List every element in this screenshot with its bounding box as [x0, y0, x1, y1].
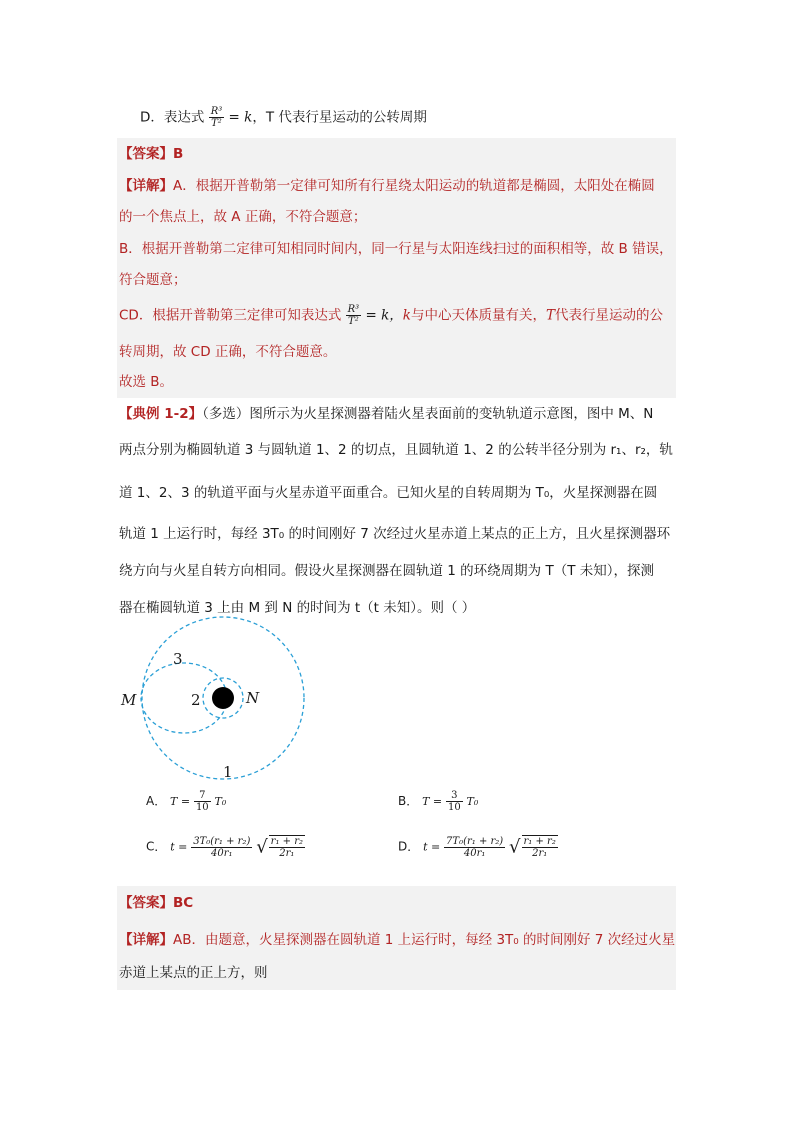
detail-1-line-5: CD．根据开普勒第三定律可知表达式 $\frac{\text{R³}}{\text{T²}}$ = k，k与中心天体质量有关，T代表行星运动的公 [119, 304, 663, 327]
detail-1-line-4: 符合题意； [119, 272, 187, 288]
detail-2-line-2: 赤道上某点的正上方，则 [119, 965, 268, 981]
mars-planet [212, 687, 234, 709]
detail-1-line-2: 的一个焦点上，故 A 正确，不符合题意； [119, 209, 367, 225]
label-2: 2 [191, 691, 201, 709]
example-line-1: 【典例 1-2】（多选）图所示为火星探测器着陆火星表面前的变轨轨道示意图，图中 M、N [119, 406, 654, 422]
example-line-2: 两点分别为椭圆轨道 3 与圆轨道 1、2 的切点，且圆轨道 1、2 的公转半径分别为 r₁、r₂，轨 [119, 442, 673, 458]
label-N: N [246, 689, 260, 707]
option-d-label: D．表达式 [140, 109, 205, 126]
label-1: 1 [223, 763, 233, 781]
label-3: 3 [173, 650, 183, 668]
example-line-6: 器在椭圆轨道 3 上由 M 到 N 的时间为 t（t 未知）。则（ ） [119, 600, 476, 616]
example-line-3: 道 1、2、3 的轨道平面与火星赤道平面重合。已知火星的自转周期为 T₀，火星探测器在圆 [119, 485, 658, 501]
option-b[interactable]: B． T = $\frac{3}{10}$ T₀ [398, 790, 479, 813]
answer-1: 【答案】B [119, 146, 184, 162]
detail-1-line-1: 【详解】A．根据开普勒第一定律可知所有行星绕太阳运动的轨道都是椭圆，太阳处在椭圆 [119, 178, 655, 194]
detail-2-line-1: 【详解】AB．由题意，火星探测器在圆轨道 1 上运行时，每经 3T₀ 的时间刚好 7 次经过火星 [119, 932, 676, 948]
detail-1-line-7: 故选 B。 [119, 374, 174, 390]
option-d-statement: D．表达式 $\frac{\text{R³}}{\text{T²}}$ = k，T 代表行星运动的公转周期 [140, 106, 427, 129]
orbit-diagram [115, 615, 315, 785]
example-line-4: 轨道 1 上运行时，每经 3T₀ 的时间刚好 7 次经过火星赤道上某点的正上方，且火星探测器环 [119, 526, 671, 542]
kepler-fraction: $\frac{\text{R³}}{\text{T²}}$ [210, 106, 223, 129]
answer-2: 【答案】BC [119, 895, 194, 911]
option-d[interactable]: D． t = $\frac{\text{7T₀(r₁ + r₂)}}{\text{40r₁}}$ √ $\frac{\text{r₁ + r₂}}{\text{2r₁}}$ [398, 835, 556, 859]
example-line-5: 绕方向与火星自转方向相同。假设火星探测器在圆轨道 1 的环绕周期为 T（T 未知），探测 [119, 563, 654, 579]
option-a[interactable]: A． T = $\frac{7}{10}$ T₀ [146, 790, 227, 813]
label-M: M [121, 691, 137, 709]
detail-1-line-6: 转周期，故 CD 正确，不符合题意。 [119, 344, 337, 360]
kepler-fraction-2: $\frac{\text{R³}}{\text{T²}}$ [347, 304, 360, 327]
detail-1-line-3: B．根据开普勒第二定律可知相同时间内，同一行星与太阳连线扫过的面积相等，故 B 错误， [119, 241, 673, 257]
option-c[interactable]: C． t = $\frac{\text{3T₀(r₁ + r₂)}}{\text{40r₁}}$ √ $\frac{\text{r₁ + r₂}}{\text{2r₁}}$ [146, 835, 303, 859]
